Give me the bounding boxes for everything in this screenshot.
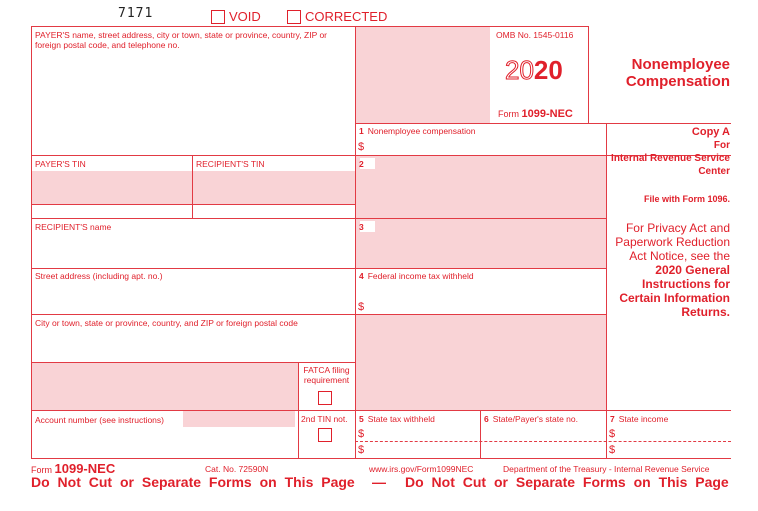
corrected-checkbox[interactable] [287, 10, 301, 24]
city-field[interactable] [32, 331, 354, 361]
privacy-text: For Privacy Act and Paperwork Reduction Act Notice, see the [615, 221, 730, 263]
recipient-tin-field[interactable] [192, 171, 355, 204]
second-tin-label: 2nd TIN not. [301, 414, 348, 424]
recipient-name-field[interactable] [32, 234, 354, 267]
box6-label: 6 State/Payer's state no. [484, 414, 578, 424]
do-not-cut-right: Do Not Cut or Separate Forms on This Page [405, 474, 729, 490]
payer-info-shade [355, 27, 490, 123]
footer-form-number: Form 1099-NEC [31, 461, 116, 476]
form-title: Nonemployee Compensation [625, 56, 730, 90]
box4-dollar: $ [358, 301, 365, 313]
copy-irs-center: Internal Revenue Service Center [611, 153, 730, 177]
box7-label: 7 State income [610, 414, 669, 424]
copy-for: For [713, 140, 730, 151]
privacy-bold: 2020 General Instructions for Certain Information Returns. [619, 263, 730, 319]
box2-shade [355, 156, 606, 218]
account-shade [183, 411, 295, 427]
box3-shade [355, 218, 606, 268]
fatca-checkbox[interactable] [318, 391, 332, 405]
recipient-tin-label: RECIPIENT'S TIN [196, 159, 265, 169]
tax-year-bold: 20 [533, 55, 563, 85]
do-not-cut-left: Do Not Cut or Separate Forms on This Page [31, 474, 355, 490]
second-tin-checkbox[interactable] [318, 428, 332, 442]
box1-label: 1 Nonemployee compensation [359, 126, 476, 136]
copy-a-panel [608, 126, 730, 319]
payer-tin-field[interactable] [31, 171, 192, 204]
form-number-label: Form 1099-NEC [498, 108, 573, 120]
box1-amount-field[interactable] [370, 138, 604, 154]
fatca-label: FATCA filing requirement [303, 365, 350, 385]
street-address-field[interactable] [32, 283, 354, 313]
box5-dollar-1: $ [358, 428, 365, 440]
file-with: File with Form 1096. [643, 194, 730, 204]
fatca-left-shade [31, 363, 298, 410]
form-id-code: 7171 [118, 6, 154, 21]
payer-tin-label: PAYER'S TIN [35, 159, 86, 169]
box3-label: 3 [359, 222, 364, 232]
box2-label: 2 [359, 159, 364, 169]
box-lower-shade [355, 314, 606, 410]
box7-dollar-2: $ [609, 444, 616, 456]
payer-name-label: PAYER'S name, street address, city or town, state or province, country, ZIP or foreign postal code, and telephone no. [35, 30, 328, 50]
box1-dollar: $ [358, 141, 365, 153]
void-checkbox[interactable] [211, 10, 225, 24]
tax-year [505, 56, 563, 84]
box5-dollar-2: $ [358, 444, 365, 456]
box4-label: 4 Federal income tax withheld [359, 271, 474, 281]
city-label: City or town, state or province, country, and ZIP or foreign postal code [35, 318, 298, 328]
copy-a-heading: Copy A [691, 126, 730, 138]
street-address-label: Street address (including apt. no.) [35, 271, 163, 281]
tax-year-outline: 20 [505, 55, 534, 85]
footer-url: www.irs.gov/Form1099NEC [369, 464, 474, 474]
footer-dash: — [372, 474, 386, 490]
account-number-label: Account number (see instructions) [35, 415, 164, 425]
box7-dollar-1: $ [609, 428, 616, 440]
box4-amount-field[interactable] [370, 298, 604, 313]
account-number-field[interactable] [32, 428, 296, 457]
void-label: VOID [229, 9, 261, 24]
corrected-label: CORRECTED [305, 9, 388, 24]
omb-number: OMB No. 1545-0116 [496, 30, 574, 40]
footer-cat-no: Cat. No. 72590N [205, 464, 269, 474]
payer-name-field[interactable] [32, 55, 354, 122]
footer-department: Department of the Treasury - Internal Revenue Service [503, 464, 710, 474]
recipient-name-label: RECIPIENT'S name [35, 222, 112, 232]
box5-label: 5 State tax withheld [359, 414, 435, 424]
